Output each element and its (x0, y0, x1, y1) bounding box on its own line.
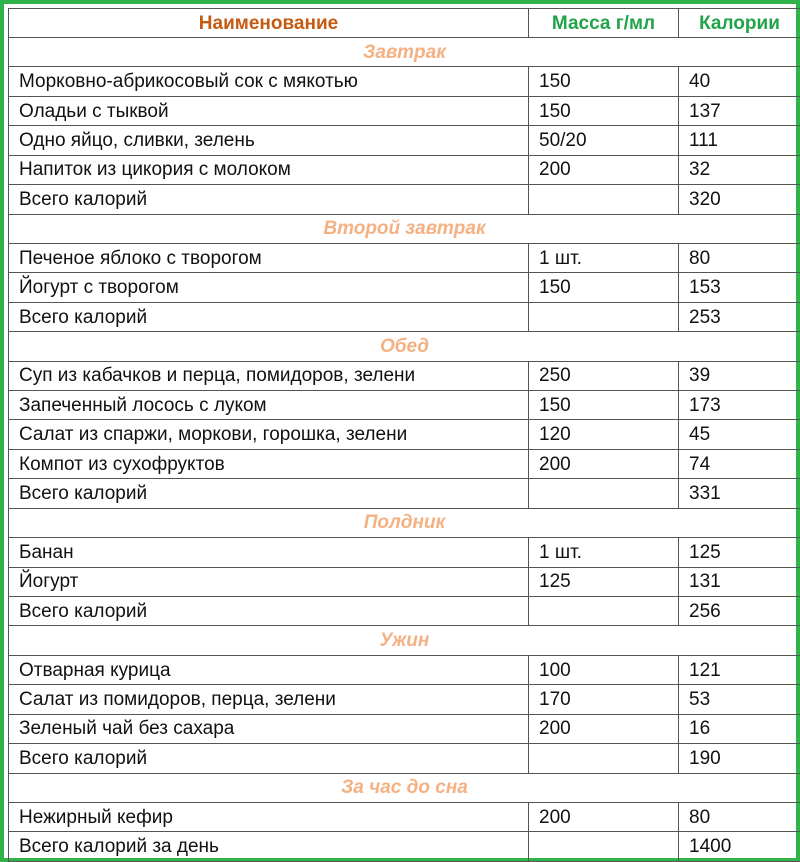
cell-mass (529, 744, 679, 773)
table-row (9, 126, 800, 155)
table-row (9, 832, 800, 862)
cell-calories: 80 (679, 802, 800, 831)
header-calories: Калории (679, 9, 800, 38)
header-row (9, 9, 800, 38)
cell-name: Отварная курица (9, 655, 529, 684)
cell-calories: 131 (679, 567, 800, 596)
table-row (9, 479, 800, 508)
section-row (9, 332, 800, 361)
cell-name: Суп из кабачков и перца, помидоров, зелени (9, 361, 529, 390)
cell-name: Морковно-абрикосовый сок с мякотью (9, 67, 529, 96)
section-title: За час до сна (9, 773, 800, 802)
table-row (9, 567, 800, 596)
table-row (9, 802, 800, 831)
cell-mass: 200 (529, 155, 679, 184)
cell-name: Всего калорий (9, 479, 529, 508)
cell-mass (529, 832, 679, 862)
cell-name: Зеленый чай без сахара (9, 714, 529, 743)
section-row (9, 773, 800, 802)
cell-mass: 250 (529, 361, 679, 390)
cell-name: Оладьи с тыквой (9, 96, 529, 125)
cell-calories: 45 (679, 420, 800, 449)
cell-mass: 170 (529, 685, 679, 714)
table-row (9, 67, 800, 96)
table-row (9, 391, 800, 420)
cell-calories: 320 (679, 185, 800, 214)
cell-calories: 80 (679, 243, 800, 272)
cell-name: Йогурт с творогом (9, 273, 529, 302)
cell-mass: 1 шт. (529, 243, 679, 272)
section-row (9, 38, 800, 67)
cell-mass (529, 597, 679, 626)
table-row (9, 361, 800, 390)
cell-mass: 150 (529, 273, 679, 302)
header-name: Наименование (9, 9, 529, 38)
cell-name: Всего калорий за день (9, 832, 529, 862)
cell-mass: 200 (529, 449, 679, 478)
cell-calories: 253 (679, 302, 800, 331)
cell-mass: 200 (529, 714, 679, 743)
cell-calories: 256 (679, 597, 800, 626)
cell-calories: 173 (679, 391, 800, 420)
table-row (9, 96, 800, 125)
cell-mass: 100 (529, 655, 679, 684)
cell-calories: 53 (679, 685, 800, 714)
cell-name: Банан (9, 538, 529, 567)
cell-calories: 111 (679, 126, 800, 155)
cell-mass: 120 (529, 420, 679, 449)
cell-name: Всего калорий (9, 185, 529, 214)
cell-name: Одно яйцо, сливки, зелень (9, 126, 529, 155)
cell-calories: 39 (679, 361, 800, 390)
cell-name: Йогурт (9, 567, 529, 596)
table-row (9, 597, 800, 626)
cell-name: Салат из помидоров, перца, зелени (9, 685, 529, 714)
cell-calories: 16 (679, 714, 800, 743)
table-row (9, 420, 800, 449)
cell-name: Компот из сухофруктов (9, 449, 529, 478)
cell-name: Запеченный лосось с луком (9, 391, 529, 420)
section-row (9, 626, 800, 655)
table-row (9, 155, 800, 184)
section-title: Второй завтрак (9, 214, 800, 243)
section-title: Полдник (9, 508, 800, 537)
table-row (9, 273, 800, 302)
cell-calories: 121 (679, 655, 800, 684)
cell-name: Всего калорий (9, 744, 529, 773)
cell-mass: 50/20 (529, 126, 679, 155)
table-row (9, 744, 800, 773)
cell-calories: 153 (679, 273, 800, 302)
section-title: Обед (9, 332, 800, 361)
cell-calories: 74 (679, 449, 800, 478)
cell-mass (529, 479, 679, 508)
section-title: Ужин (9, 626, 800, 655)
table-body (9, 38, 800, 862)
header-mass: Масса г/мл (529, 9, 679, 38)
section-row (9, 508, 800, 537)
cell-calories: 125 (679, 538, 800, 567)
table-row (9, 243, 800, 272)
table-row (9, 655, 800, 684)
cell-name: Всего калорий (9, 302, 529, 331)
table-row (9, 685, 800, 714)
menu-table (8, 8, 800, 862)
cell-calories: 190 (679, 744, 800, 773)
cell-mass: 200 (529, 802, 679, 831)
section-title: Завтрак (9, 38, 800, 67)
cell-name: Всего калорий (9, 597, 529, 626)
table-row (9, 302, 800, 331)
cell-calories: 32 (679, 155, 800, 184)
cell-name: Напиток из цикория с молоком (9, 155, 529, 184)
cell-name: Печеное яблоко с творогом (9, 243, 529, 272)
table-row (9, 714, 800, 743)
cell-mass: 150 (529, 67, 679, 96)
cell-calories: 331 (679, 479, 800, 508)
table-row (9, 449, 800, 478)
cell-calories: 137 (679, 96, 800, 125)
cell-mass: 1 шт. (529, 538, 679, 567)
cell-name: Салат из спаржи, моркови, горошка, зелени (9, 420, 529, 449)
cell-mass (529, 302, 679, 331)
section-row (9, 214, 800, 243)
table-row (9, 538, 800, 567)
cell-mass: 125 (529, 567, 679, 596)
cell-mass (529, 185, 679, 214)
cell-mass: 150 (529, 391, 679, 420)
table-row (9, 185, 800, 214)
cell-name: Нежирный кефир (9, 802, 529, 831)
cell-calories: 1400 (679, 832, 800, 862)
cell-mass: 150 (529, 96, 679, 125)
cell-calories: 40 (679, 67, 800, 96)
